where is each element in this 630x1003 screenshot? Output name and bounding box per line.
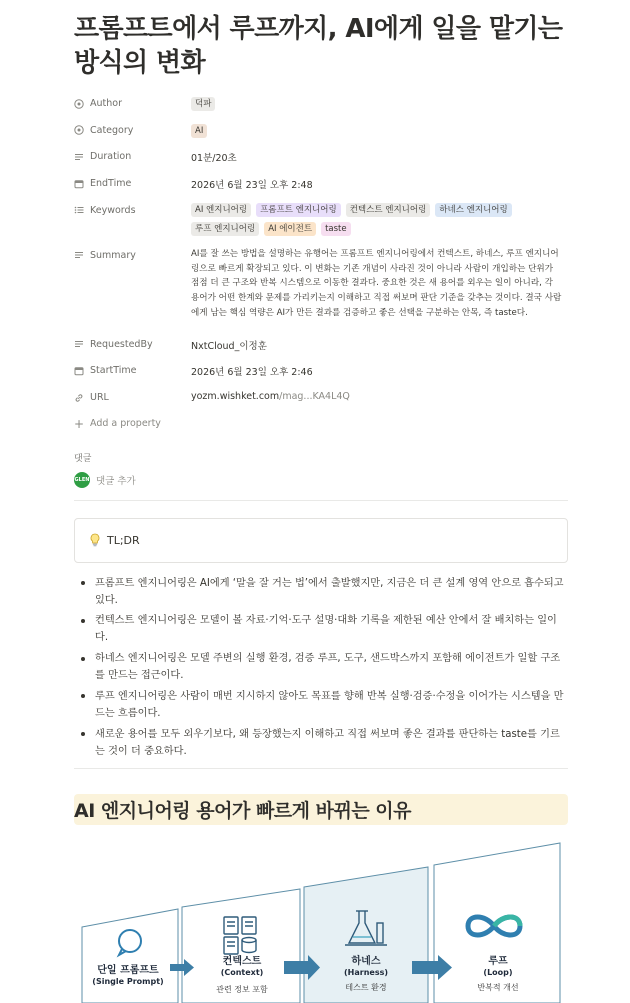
avatar: GLEN <box>74 472 90 488</box>
stage-name: 단일 프롬프트 <box>97 964 159 976</box>
bullet-item: 프롬프트 엔지니어링은 AI에게 ‘말을 잘 거는 법’에서 출발했지만, 지금은 더 큰 설계 영역 안으로 흡수되고 있다. <box>74 575 568 609</box>
tldr-callout[interactable] <box>74 518 568 563</box>
requestedby-value[interactable]: NxtCloud_이정훈 <box>191 340 267 352</box>
stage-sub: (Loop) <box>483 967 513 977</box>
text-lines-icon <box>74 250 84 260</box>
text-lines-icon <box>74 339 84 349</box>
property-endtime[interactable] <box>74 170 568 197</box>
duration-value[interactable]: 01분/20초 <box>191 153 237 165</box>
section-heading: AI 엔지니어링 용어가 빠르게 바뀌는 이유 <box>74 794 568 825</box>
stage-harness <box>326 956 406 978</box>
property-author[interactable] <box>74 90 568 117</box>
person-circle-icon <box>74 99 84 109</box>
comments-heading: 댓글 <box>74 453 92 464</box>
properties-panel <box>74 90 568 431</box>
property-label: Summary <box>90 249 136 261</box>
keyword-tag[interactable]: AI 에이전트 <box>264 222 316 236</box>
stage-single-prompt <box>86 965 170 987</box>
keyword-tag[interactable]: 루프 엔지니어링 <box>191 222 259 236</box>
stage-name: 루프 <box>488 955 508 967</box>
summary-line: 점점 더 큰 구조와 반복 시스템으로 이동한 결과다. 중요한 것은 새 용어를 외우는 일이 아니라, 각 <box>191 278 553 289</box>
property-starttime[interactable] <box>74 357 568 384</box>
divider <box>74 500 568 501</box>
property-label: URL <box>90 392 109 404</box>
add-property-button[interactable] <box>74 417 568 431</box>
calendar-icon <box>74 179 84 189</box>
property-label: Author <box>90 98 122 109</box>
property-url[interactable] <box>74 384 568 411</box>
endtime-value[interactable]: 2026년 6월 23일 오후 2:48 <box>191 180 313 192</box>
summary-line: 용어가 어떤 한계와 문제를 가리키는지 이해하고 직접 써보며 판단 기준을 갖추는 것이다. 결국 사람 <box>191 293 562 304</box>
property-label: EndTime <box>90 178 132 190</box>
summary-value[interactable] <box>191 242 568 331</box>
keyword-tag[interactable]: 프롬프트 엔지니어링 <box>256 203 341 217</box>
stage-loop <box>458 956 538 978</box>
summary-line: AI를 잘 쓰는 방법을 설명하는 유행어는 프롬프트 엔지니어링에서 컨텍스트, 하네스, 루프 엔지니어 <box>191 248 559 259</box>
stage-sub: (Harness) <box>344 967 388 977</box>
stage-note: 반복적 개선 <box>477 982 519 992</box>
page <box>74 0 568 1003</box>
text-lines-icon <box>74 152 84 162</box>
stage-note: 테스트 환경 <box>345 982 387 992</box>
summary-line: 링으로 빠르게 확장되고 있다. 이 변화는 기존 개념이 사라진 것이 아니라 사람이 개입하는 단위가 <box>191 263 554 274</box>
add-comment-row[interactable] <box>74 472 568 488</box>
keyword-tag[interactable]: 하네스 엔지니어링 <box>435 203 511 217</box>
property-category[interactable] <box>74 117 568 144</box>
property-label: Category <box>90 124 134 136</box>
property-duration[interactable] <box>74 143 568 170</box>
link-icon <box>74 393 84 403</box>
stage-context <box>204 956 280 978</box>
keyword-tag[interactable]: 컨텍스트 엔지니어링 <box>346 203 431 217</box>
keyword-tag[interactable]: taste <box>321 222 351 236</box>
plus-icon: + <box>74 416 85 431</box>
add-property-label: Add a property <box>90 418 161 430</box>
author-tag[interactable]: 덕파 <box>191 97 215 111</box>
property-label: RequestedBy <box>90 338 153 350</box>
bulleted-list-icon <box>74 205 84 215</box>
add-comment-placeholder[interactable]: 댓글 추가 <box>96 475 136 487</box>
starttime-value[interactable]: 2026년 6월 23일 오후 2:46 <box>191 367 313 379</box>
evolution-diagram <box>74 843 568 1003</box>
summary-bullet-list <box>74 575 568 760</box>
bullet-item: 루프 엔지니어링은 사람이 매번 지시하지 않아도 목표를 향해 반복 실행·검증·수정을 이어가는 시스템을 만드는 흐름이다. <box>74 688 568 722</box>
stage-name: 컨텍스트 <box>222 955 262 967</box>
select-circle-icon <box>74 125 84 135</box>
bullet-item: 새로운 용어를 모두 외우기보다, 왜 등장했는지 이해하고 직접 써보며 좋은 결과를 판단하는 taste를 기르는 것이 더 중요하다. <box>74 726 568 760</box>
url-domain: yozm.wishket.com <box>191 391 280 403</box>
lightbulb-icon <box>89 533 101 547</box>
property-keywords[interactable] <box>74 197 568 242</box>
property-label: Duration <box>90 151 132 163</box>
stage-note: 관련 정보 포함 <box>216 984 268 994</box>
property-summary[interactable] <box>74 242 568 331</box>
stage-sub: (Context) <box>220 967 264 977</box>
bullet-item: 하네스 엔지니어링은 모델 주변의 실행 환경, 검증 루프, 도구, 샌드박스까지 포함해 에이전트가 일할 구조를 만드는 접근이다. <box>74 650 568 684</box>
property-label: StartTime <box>90 365 137 377</box>
stage-name: 하네스 <box>351 955 381 967</box>
callout-text: TL;DR <box>107 533 140 547</box>
url-path: /mag...KA4L4Q <box>279 391 350 403</box>
divider <box>74 768 568 769</box>
page-title: 프롬프트에서 루프까지, AI에게 일을 맡기는 방식의 변화 <box>74 14 563 78</box>
category-tag[interactable]: AI <box>191 124 207 138</box>
stage-sub: (Single Prompt) <box>92 976 164 986</box>
summary-line: 에게 남는 핵심 역량은 AI가 만든 결과를 검증하고 좋은 선택을 구분하는 안목, 즉 taste다. <box>191 307 528 318</box>
calendar-icon <box>74 366 84 376</box>
property-requestedby[interactable] <box>74 331 568 358</box>
keyword-tag[interactable]: AI 엔지니어링 <box>191 203 251 217</box>
bullet-item: 컨텍스트 엔지니어링은 모델이 볼 자료·기억·도구 설명·대화 기록을 제한된 예산 안에서 잘 배치하는 일이다. <box>74 612 568 646</box>
property-label: Keywords <box>90 204 136 216</box>
url-link[interactable] <box>191 384 568 402</box>
